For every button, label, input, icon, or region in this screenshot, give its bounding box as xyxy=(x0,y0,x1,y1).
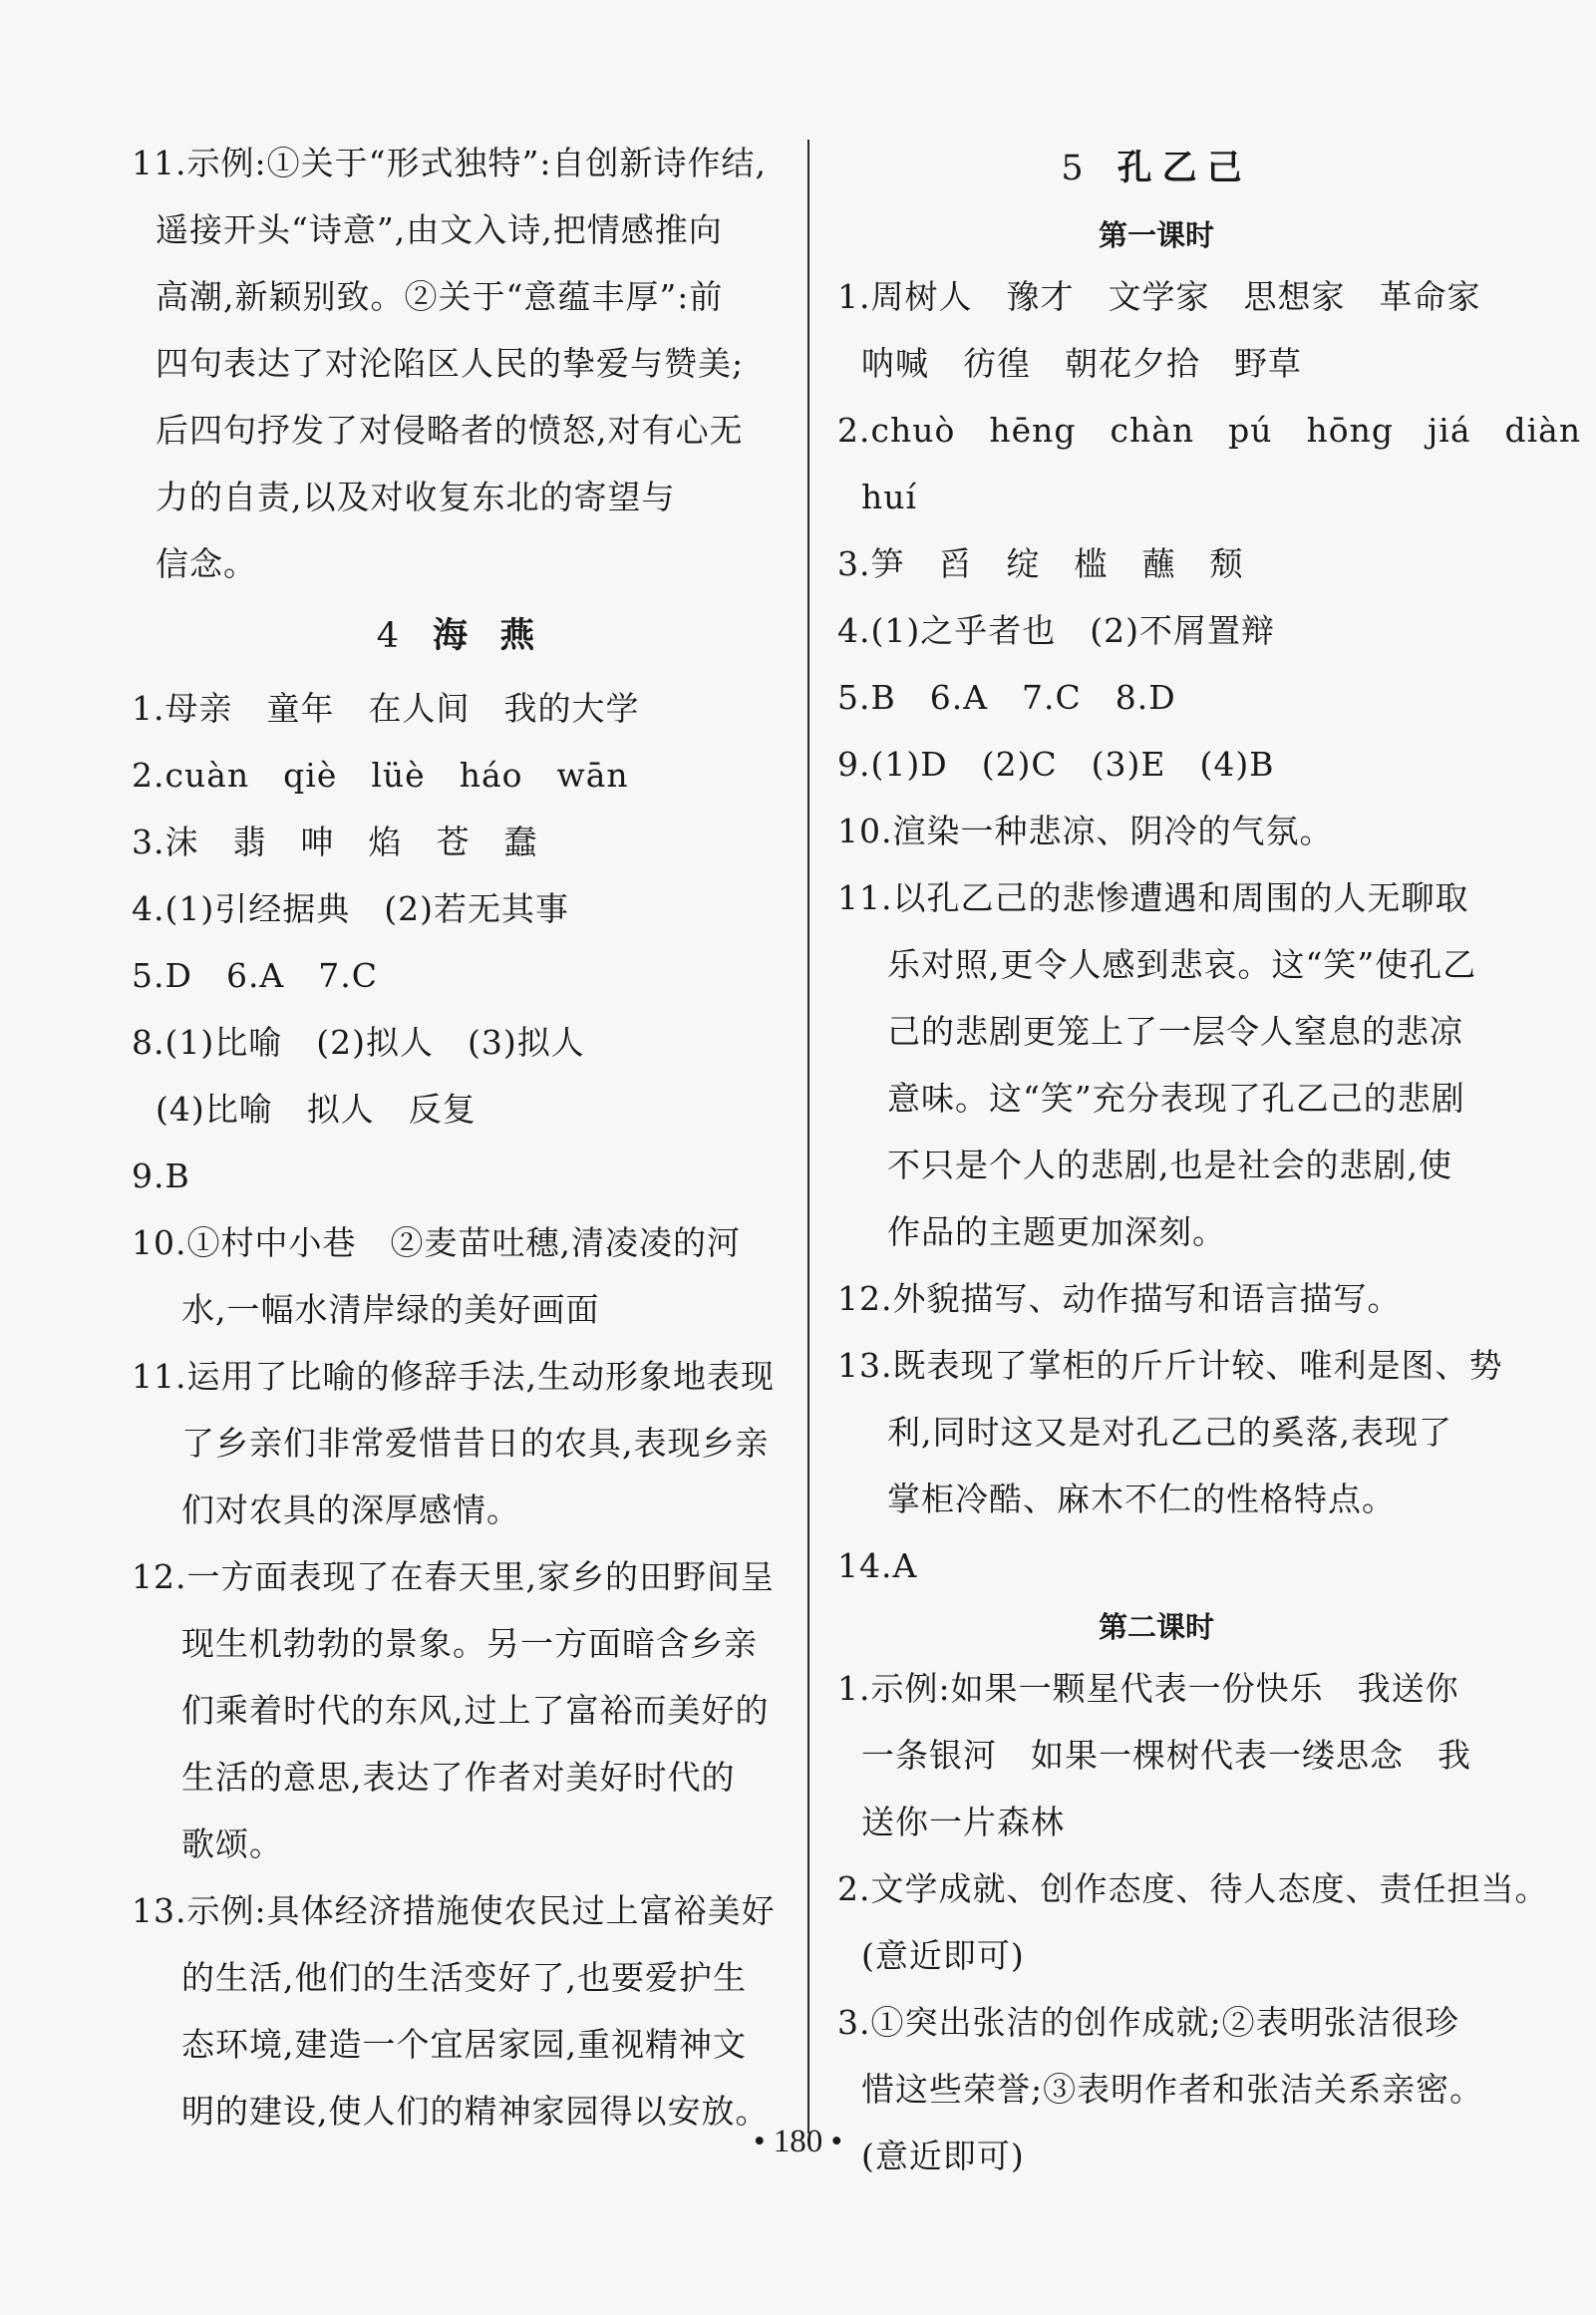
answer-line: 惜这些荣誉;③表明作者和张洁关系亲密。 xyxy=(861,2070,1484,2109)
answer-line: huí xyxy=(861,478,918,516)
lesson-1-answers xyxy=(837,263,1582,1599)
answer-line: 四句表达了对沦陷区人民的挚爱与赞美; xyxy=(156,344,745,383)
answer-line: 12.外貌描写、动作描写和语言描写。 xyxy=(837,1279,1402,1318)
answer-line: 掌柜冷酷、麻木不仁的性格特点。 xyxy=(887,1480,1396,1518)
answer-line: 利,同时这又是对孔乙己的奚落,表现了 xyxy=(887,1413,1452,1452)
answer-line: 9.B xyxy=(132,1157,190,1195)
page-number: • 180 • xyxy=(753,2124,843,2159)
answer-line: 送你一片森林 xyxy=(861,1803,1065,1841)
answer-line: (4)比喻 拟人 反复 xyxy=(156,1090,477,1129)
answer-line: 1.母亲 童年 在人间 我的大学 xyxy=(132,689,640,728)
answer-line: 11.示例:①关于“形式独特”:自创新诗作结, xyxy=(132,144,767,182)
answer-line: 11.以孔乙己的悲惨遭遇和周围的人无聊取 xyxy=(837,878,1469,917)
section-title: 孔乙己 xyxy=(1117,149,1252,188)
answer-line: 遥接开头“诗意”,由文入诗,把情感推向 xyxy=(156,210,723,249)
answer-line: 3.①突出张洁的创作成就;②表明张洁很珍 xyxy=(837,2003,1459,2042)
answer-line: 明的建设,使人们的精神家园得以安放。 xyxy=(181,2092,770,2131)
left-column xyxy=(132,130,790,2145)
answer-line: 2.chuò hēng chàn pú hōng jiá diàn xyxy=(837,411,1582,450)
section-5-heading xyxy=(837,130,1475,207)
question-11-continued xyxy=(132,130,790,597)
answer-line: (意近即可) xyxy=(861,2137,1025,2175)
answer-line: 2.cuàn qiè lüè háo wān xyxy=(132,756,629,795)
answer-line: 12.一方面表现了在春天里,家乡的田野间呈 xyxy=(132,1557,775,1596)
lesson-1-heading: 第一课时 xyxy=(1098,218,1214,252)
answer-line: 3.笋 舀 绽 槛 蘸 颓 xyxy=(837,544,1244,583)
answer-line: 一条银河 如果一棵树代表一缕思念 我 xyxy=(861,1736,1471,1775)
answer-line: 现生机勃勃的景象。另一方面暗含乡亲 xyxy=(181,1624,758,1663)
answer-line: 1.示例:如果一颗星代表一份快乐 我送你 xyxy=(837,1669,1459,1708)
lesson-2-answers xyxy=(837,1655,1549,2189)
section-title: 海 燕 xyxy=(433,616,545,656)
answer-line: 1.周树人 豫才 文学家 思想家 革命家 xyxy=(837,277,1481,316)
answer-line: 呐喊 彷徨 朝花夕拾 野草 xyxy=(861,344,1302,383)
section-4-answers xyxy=(132,675,790,2145)
answer-line: 力的自责,以及对收复东北的寄望与 xyxy=(156,478,676,516)
answer-line: 高潮,新颖别致。②关于“意蕴丰厚”:前 xyxy=(156,277,724,316)
answer-line: 态环境,建造一个宜居家园,重视精神文 xyxy=(181,2025,747,2064)
answer-line: 乐对照,更令人感到悲哀。这“笑”使孔乙 xyxy=(887,945,1477,984)
answer-line: 歌颂。 xyxy=(181,1824,283,1863)
answer-line: 10.渲染一种悲凉、阴冷的气氛。 xyxy=(837,812,1334,850)
answer-line: 4.(1)引经据典 (2)若无其事 xyxy=(132,889,569,928)
answer-line: 4.(1)之乎者也 (2)不屑置辩 xyxy=(837,611,1275,650)
section-number: 5 xyxy=(1061,149,1094,188)
answer-line: 了乡亲们非常爱惜昔日的农具,表现乡亲 xyxy=(181,1424,770,1463)
answer-line: 后四句抒发了对侵略者的愤怒,对有心无 xyxy=(156,411,744,450)
column-divider xyxy=(807,140,809,2134)
answer-line: 14.A xyxy=(837,1546,918,1585)
answer-line: 水,一幅水清岸绿的美好画面 xyxy=(181,1290,600,1329)
answer-line: 信念。 xyxy=(156,544,257,583)
right-column xyxy=(837,130,1582,2189)
answer-line: 8.(1)比喻 (2)拟人 (3)拟人 xyxy=(132,1023,585,1062)
answer-line: 3.沫 翡 呻 焰 苍 蠢 xyxy=(132,823,538,861)
section-4-heading xyxy=(132,597,790,675)
lesson-2-heading: 第二课时 xyxy=(1098,1610,1214,1644)
answer-line: (意近即可) xyxy=(861,1936,1025,1975)
answer-line: 2.文学成就、创作态度、待人态度、责任担当。 xyxy=(837,1869,1549,1908)
answer-line: 11.运用了比喻的修辞手法,生动形象地表现 xyxy=(132,1357,775,1396)
answer-line: 9.(1)D (2)C (3)E (4)B xyxy=(837,745,1275,784)
answer-line: 不只是个人的悲剧,也是社会的悲剧,使 xyxy=(887,1146,1452,1184)
answer-line: 己的悲剧更笼上了一层令人窒息的悲凉 xyxy=(887,1012,1463,1051)
answer-line: 意味。这“笑”充分表现了孔乙己的悲剧 xyxy=(887,1079,1465,1118)
answer-line: 5.D 6.A 7.C xyxy=(132,956,378,995)
answer-line: 生活的意思,表达了作者对美好时代的 xyxy=(181,1758,736,1797)
section-number: 4 xyxy=(376,616,410,656)
answer-line: 的生活,他们的生活变好了,也要爱护生 xyxy=(181,1958,747,1997)
answer-line: 10.①村中小巷 ②麦苗吐穗,清凌凌的河 xyxy=(132,1223,741,1262)
answer-line: 13.示例:具体经济措施使农民过上富裕美好 xyxy=(132,1891,776,1930)
answer-line: 们乘着时代的东风,过上了富裕而美好的 xyxy=(181,1691,770,1730)
answer-line: 5.B 6.A 7.C 8.D xyxy=(837,678,1176,717)
answer-line: 们对农具的深厚感情。 xyxy=(181,1490,520,1529)
answer-line: 作品的主题更加深刻。 xyxy=(887,1212,1226,1251)
answer-line: 13.既表现了掌柜的斤斤计较、唯利是图、势 xyxy=(837,1346,1503,1385)
